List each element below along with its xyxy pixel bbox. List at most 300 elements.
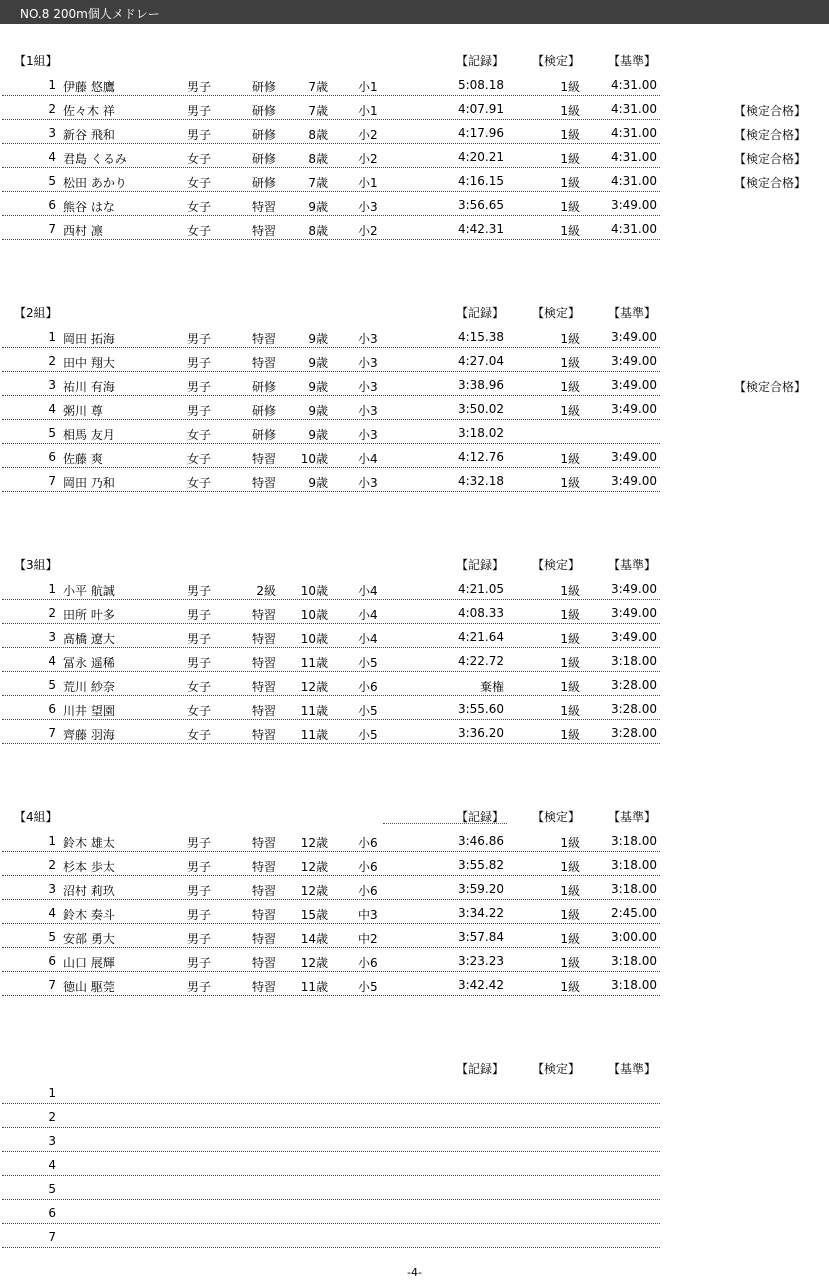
table-row — [0, 828, 829, 852]
table-row — [0, 972, 829, 996]
swimmer-name: 佐々木 祥 — [63, 104, 115, 118]
age: 11歳 — [300, 728, 328, 742]
swimmer-name: 君島 くるみ — [63, 152, 127, 166]
school-grade: 小5 — [358, 728, 378, 742]
row-number: 5 — [48, 678, 56, 692]
row-number: 2 — [48, 1110, 56, 1124]
table-row — [0, 696, 829, 720]
kentei-level: 1級 — [560, 884, 580, 898]
kentei-level: 1級 — [560, 152, 580, 166]
gender: 男子 — [187, 632, 212, 646]
table-row — [0, 624, 829, 648]
gender: 男子 — [187, 908, 212, 922]
table-row — [0, 1224, 829, 1248]
row-number: 7 — [48, 474, 56, 488]
record-time: 棄権 — [479, 680, 504, 694]
school-grade: 小6 — [358, 884, 378, 898]
group-header — [0, 48, 829, 72]
table-row — [0, 1128, 829, 1152]
record-time: 4:07.91 — [457, 102, 504, 116]
group-section — [0, 1056, 829, 1248]
swimmer-name: 山口 展輝 — [63, 956, 115, 970]
class: 特習 — [251, 728, 276, 742]
row-divider — [2, 995, 660, 996]
record-time: 3:50.02 — [457, 402, 504, 416]
kentei-level: 1級 — [560, 128, 580, 142]
record-time: 4:16.15 — [457, 174, 504, 188]
table-row — [0, 720, 829, 744]
record-time: 3:57.84 — [457, 930, 504, 944]
age: 11歳 — [300, 656, 328, 670]
record-time: 3:55.82 — [457, 858, 504, 872]
gender: 男子 — [187, 980, 212, 994]
class: 特習 — [251, 704, 276, 718]
age: 9歳 — [308, 476, 328, 490]
row-number: 7 — [48, 726, 56, 740]
table-row — [0, 420, 829, 444]
class: 特習 — [251, 332, 276, 346]
kentei-level: 1級 — [560, 680, 580, 694]
swimmer-name: 祐川 有海 — [63, 380, 115, 394]
standard-time: 3:18.00 — [610, 978, 657, 992]
kentei-level: 1級 — [560, 104, 580, 118]
swimmer-name: 安部 勇大 — [63, 932, 115, 946]
school-grade: 小3 — [358, 404, 378, 418]
standard-time: 3:00.00 — [610, 930, 657, 944]
table-row — [0, 1152, 829, 1176]
age: 9歳 — [308, 380, 328, 394]
standard-time: 3:49.00 — [610, 354, 657, 368]
kentei-level: 1級 — [560, 704, 580, 718]
swimmer-name: 徳山 駆莞 — [63, 980, 115, 994]
swimmer-name: 杉本 歩太 — [63, 860, 115, 874]
class: 研修 — [251, 152, 276, 166]
swimmer-name: 新谷 飛和 — [63, 128, 115, 142]
gender: 男子 — [187, 80, 212, 94]
pass-badge: 【検定合格】 — [734, 152, 807, 166]
gender: 男子 — [187, 656, 212, 670]
swimmer-name: 沼村 莉玖 — [63, 884, 115, 898]
class: 研修 — [251, 404, 276, 418]
standard-time: 4:31.00 — [610, 126, 657, 140]
kentei-level: 1級 — [560, 980, 580, 994]
age: 14歳 — [300, 932, 328, 946]
kentei-level: 1級 — [560, 956, 580, 970]
gender: 男子 — [187, 932, 212, 946]
gender: 女子 — [187, 152, 212, 166]
table-row — [0, 324, 829, 348]
class: 特習 — [251, 884, 276, 898]
age: 9歳 — [308, 332, 328, 346]
age: 9歳 — [308, 356, 328, 370]
class: 特習 — [251, 476, 276, 490]
kentei-level: 1級 — [560, 80, 580, 94]
kentei-level: 1級 — [560, 632, 580, 646]
row-number: 6 — [48, 1206, 56, 1220]
table-row — [0, 216, 829, 240]
age: 9歳 — [308, 200, 328, 214]
standard-time: 4:31.00 — [610, 222, 657, 236]
school-grade: 小1 — [358, 104, 378, 118]
gender: 男子 — [187, 584, 212, 598]
table-row — [0, 120, 829, 144]
standard-header: 【基準】 — [608, 306, 657, 320]
record-header: 【記録】 — [456, 558, 505, 572]
gender: 男子 — [187, 860, 212, 874]
age: 7歳 — [308, 104, 328, 118]
row-number: 1 — [48, 834, 56, 848]
gender: 女子 — [187, 704, 212, 718]
school-grade: 小4 — [358, 608, 378, 622]
age: 11歳 — [300, 704, 328, 718]
standard-time: 3:28.00 — [610, 678, 657, 692]
gender: 女子 — [187, 428, 212, 442]
page-title: NO.8 200m個人メドレー — [20, 7, 160, 21]
group-header — [0, 300, 829, 324]
row-divider — [2, 743, 660, 744]
record-time: 5:08.18 — [457, 78, 504, 92]
table-row — [0, 1104, 829, 1128]
row-number: 6 — [48, 702, 56, 716]
table-row — [0, 192, 829, 216]
class: 特習 — [251, 980, 276, 994]
school-grade: 小3 — [358, 380, 378, 394]
swimmer-name: 粥川 尊 — [63, 404, 103, 418]
record-time: 3:59.20 — [457, 882, 504, 896]
school-grade: 小3 — [358, 356, 378, 370]
class: 特習 — [251, 224, 276, 238]
gender: 男子 — [187, 404, 212, 418]
swimmer-name: 齊藤 羽海 — [63, 728, 115, 742]
row-divider — [2, 1247, 660, 1248]
age: 15歳 — [300, 908, 328, 922]
school-grade: 小3 — [358, 200, 378, 214]
standard-time: 3:49.00 — [610, 630, 657, 644]
row-number: 3 — [48, 882, 56, 896]
gender: 女子 — [187, 200, 212, 214]
record-time: 3:23.23 — [457, 954, 504, 968]
class: 研修 — [251, 128, 276, 142]
table-row — [0, 852, 829, 876]
school-grade: 中3 — [358, 908, 378, 922]
kentei-level: 1級 — [560, 200, 580, 214]
swimmer-name: 岡田 拓海 — [63, 332, 115, 346]
school-grade: 小3 — [358, 476, 378, 490]
kentei-level: 1級 — [560, 728, 580, 742]
age: 11歳 — [300, 980, 328, 994]
record-time: 4:20.21 — [457, 150, 504, 164]
swimmer-name: 田中 翔大 — [63, 356, 115, 370]
record-header: 【記録】 — [456, 1062, 505, 1076]
school-grade: 小3 — [358, 428, 378, 442]
gender: 男子 — [187, 380, 212, 394]
table-row — [0, 1080, 829, 1104]
kentei-level: 1級 — [560, 356, 580, 370]
school-grade: 小6 — [358, 956, 378, 970]
table-row — [0, 1200, 829, 1224]
kentei-level: 1級 — [560, 380, 580, 394]
row-number: 2 — [48, 102, 56, 116]
row-number: 6 — [48, 198, 56, 212]
record-time: 4:21.64 — [457, 630, 504, 644]
record-time: 4:27.04 — [457, 354, 504, 368]
class: 特習 — [251, 608, 276, 622]
table-row — [0, 372, 829, 396]
pass-badge: 【検定合格】 — [734, 128, 807, 142]
gender: 男子 — [187, 104, 212, 118]
row-number: 5 — [48, 174, 56, 188]
gender: 女子 — [187, 176, 212, 190]
standard-time: 3:18.00 — [610, 834, 657, 848]
standard-header: 【基準】 — [608, 810, 657, 824]
school-grade: 小5 — [358, 980, 378, 994]
swimmer-name: 熊谷 はな — [63, 200, 115, 214]
kentei-level: 1級 — [560, 176, 580, 190]
gender: 男子 — [187, 332, 212, 346]
row-divider — [2, 239, 660, 240]
kentei-level: 1級 — [560, 608, 580, 622]
standard-time: 3:18.00 — [610, 654, 657, 668]
kentei-header: 【検定】 — [532, 306, 581, 320]
school-grade: 中2 — [358, 932, 378, 946]
group-header — [0, 804, 829, 828]
gender: 男子 — [187, 356, 212, 370]
standard-header: 【基準】 — [608, 1062, 657, 1076]
gender: 男子 — [187, 836, 212, 850]
record-time: 4:22.72 — [457, 654, 504, 668]
gender: 女子 — [187, 728, 212, 742]
class: 特習 — [251, 836, 276, 850]
kentei-level: 1級 — [560, 476, 580, 490]
standard-time: 3:28.00 — [610, 726, 657, 740]
age: 10歳 — [300, 452, 328, 466]
school-grade: 小5 — [358, 656, 378, 670]
table-row — [0, 876, 829, 900]
row-number: 7 — [48, 1230, 56, 1244]
group-section — [0, 804, 829, 996]
gender: 男子 — [187, 956, 212, 970]
school-grade: 小4 — [358, 584, 378, 598]
record-time: 3:36.20 — [457, 726, 504, 740]
age: 8歳 — [308, 152, 328, 166]
table-row — [0, 348, 829, 372]
table-row — [0, 468, 829, 492]
class: 研修 — [251, 428, 276, 442]
swimmer-name: 西村 凛 — [63, 224, 103, 238]
class: 特習 — [251, 932, 276, 946]
row-number: 3 — [48, 126, 56, 140]
standard-time: 3:18.00 — [610, 954, 657, 968]
row-number: 5 — [48, 426, 56, 440]
kentei-level: 1級 — [560, 656, 580, 670]
record-time: 3:38.96 — [457, 378, 504, 392]
row-number: 3 — [48, 378, 56, 392]
school-grade: 小6 — [358, 680, 378, 694]
school-grade: 小2 — [358, 224, 378, 238]
age: 9歳 — [308, 404, 328, 418]
row-number: 5 — [48, 930, 56, 944]
age: 12歳 — [300, 956, 328, 970]
group-label: 【1組】 — [14, 54, 58, 68]
swimmer-name: 佐藤 爽 — [63, 452, 103, 466]
standard-time: 3:49.00 — [610, 378, 657, 392]
gender: 女子 — [187, 680, 212, 694]
age: 7歳 — [308, 80, 328, 94]
class: 研修 — [251, 104, 276, 118]
kentei-level: 1級 — [560, 452, 580, 466]
kentei-level: 1級 — [560, 224, 580, 238]
record-header: 【記録】 — [456, 54, 505, 68]
row-number: 3 — [48, 630, 56, 644]
table-row — [0, 96, 829, 120]
class: 特習 — [251, 860, 276, 874]
record-header: 【記録】 — [456, 306, 505, 320]
gender: 女子 — [187, 452, 212, 466]
table-row — [0, 396, 829, 420]
age: 8歳 — [308, 128, 328, 142]
row-number: 4 — [48, 654, 56, 668]
class: 特習 — [251, 656, 276, 670]
class: 特習 — [251, 200, 276, 214]
school-grade: 小5 — [358, 704, 378, 718]
swimmer-name: 荒川 紗奈 — [63, 680, 115, 694]
age: 10歳 — [300, 632, 328, 646]
pass-badge: 【検定合格】 — [734, 104, 807, 118]
class: 特習 — [251, 908, 276, 922]
gender: 女子 — [187, 224, 212, 238]
age: 12歳 — [300, 836, 328, 850]
kentei-level: 1級 — [560, 860, 580, 874]
group-header — [0, 552, 829, 576]
age: 12歳 — [300, 680, 328, 694]
swimmer-name: 松田 あかり — [63, 176, 127, 190]
table-row — [0, 924, 829, 948]
row-number: 7 — [48, 222, 56, 236]
gender: 男子 — [187, 608, 212, 622]
standard-time: 3:49.00 — [610, 198, 657, 212]
swimmer-name: 冨永 遥稀 — [63, 656, 115, 670]
kentei-level: 1級 — [560, 332, 580, 346]
table-row — [0, 948, 829, 972]
standard-time: 3:49.00 — [610, 330, 657, 344]
gender: 男子 — [187, 128, 212, 142]
row-number: 6 — [48, 450, 56, 464]
standard-time: 3:49.00 — [610, 606, 657, 620]
age: 7歳 — [308, 176, 328, 190]
row-number: 4 — [48, 1158, 56, 1172]
group-section — [0, 48, 829, 240]
group-section — [0, 552, 829, 744]
swimmer-name: 伊藤 悠鷹 — [63, 80, 115, 94]
kentei-header: 【検定】 — [532, 558, 581, 572]
record-time: 3:56.65 — [457, 198, 504, 212]
record-time: 3:18.02 — [457, 426, 504, 440]
gender: 女子 — [187, 476, 212, 490]
row-number: 4 — [48, 150, 56, 164]
class: 研修 — [251, 176, 276, 190]
record-time: 4:12.76 — [457, 450, 504, 464]
swimmer-name: 髙橋 遼大 — [63, 632, 115, 646]
age: 10歳 — [300, 608, 328, 622]
standard-time: 4:31.00 — [610, 78, 657, 92]
kentei-header: 【検定】 — [532, 54, 581, 68]
table-row — [0, 444, 829, 468]
title-bar — [0, 0, 829, 24]
swimmer-name: 田所 叶多 — [63, 608, 115, 622]
class: 特習 — [251, 632, 276, 646]
class: 研修 — [251, 380, 276, 394]
record-time: 3:34.22 — [457, 906, 504, 920]
record-time: 4:42.31 — [457, 222, 504, 236]
school-grade: 小3 — [358, 332, 378, 346]
swimmer-name: 岡田 乃和 — [63, 476, 115, 490]
school-grade: 小1 — [358, 80, 378, 94]
table-row — [0, 72, 829, 96]
gender: 男子 — [187, 884, 212, 898]
record-time: 3:46.86 — [457, 834, 504, 848]
header-divider — [383, 823, 507, 824]
standard-time: 2:45.00 — [610, 906, 657, 920]
row-number: 2 — [48, 354, 56, 368]
page-number: -4- — [407, 1266, 422, 1279]
record-time: 4:17.96 — [457, 126, 504, 140]
swimmer-name: 鈴木 雄太 — [63, 836, 115, 850]
record-time: 4:32.18 — [457, 474, 504, 488]
age: 12歳 — [300, 884, 328, 898]
row-number: 5 — [48, 1182, 56, 1196]
school-grade: 小6 — [358, 860, 378, 874]
table-row — [0, 900, 829, 924]
record-time: 4:21.05 — [457, 582, 504, 596]
pass-badge: 【検定合格】 — [734, 176, 807, 190]
row-number: 2 — [48, 606, 56, 620]
class: 特習 — [251, 680, 276, 694]
standard-time: 4:31.00 — [610, 150, 657, 164]
standard-time: 3:49.00 — [610, 402, 657, 416]
age: 12歳 — [300, 860, 328, 874]
record-time: 3:42.42 — [457, 978, 504, 992]
row-number: 6 — [48, 954, 56, 968]
class: 特習 — [251, 452, 276, 466]
row-divider — [2, 491, 660, 492]
row-number: 4 — [48, 906, 56, 920]
standard-time: 3:18.00 — [610, 882, 657, 896]
swimmer-name: 小平 航誠 — [63, 584, 115, 598]
table-row — [0, 168, 829, 192]
school-grade: 小4 — [358, 452, 378, 466]
group-label: 【2組】 — [14, 306, 58, 320]
kentei-level: 1級 — [560, 836, 580, 850]
row-number: 1 — [48, 582, 56, 596]
age: 8歳 — [308, 224, 328, 238]
kentei-level: 1級 — [560, 404, 580, 418]
group-header — [0, 1056, 829, 1080]
group-label: 【3組】 — [14, 558, 58, 572]
row-number: 1 — [48, 78, 56, 92]
standard-header: 【基準】 — [608, 558, 657, 572]
standard-time: 3:49.00 — [610, 450, 657, 464]
school-grade: 小1 — [358, 176, 378, 190]
kentei-header: 【検定】 — [532, 810, 581, 824]
school-grade: 小4 — [358, 632, 378, 646]
table-row — [0, 576, 829, 600]
swimmer-name: 相馬 友月 — [63, 428, 115, 442]
group-section — [0, 300, 829, 492]
standard-time: 3:18.00 — [610, 858, 657, 872]
school-grade: 小6 — [358, 836, 378, 850]
class: 研修 — [251, 80, 276, 94]
standard-time: 3:49.00 — [610, 582, 657, 596]
